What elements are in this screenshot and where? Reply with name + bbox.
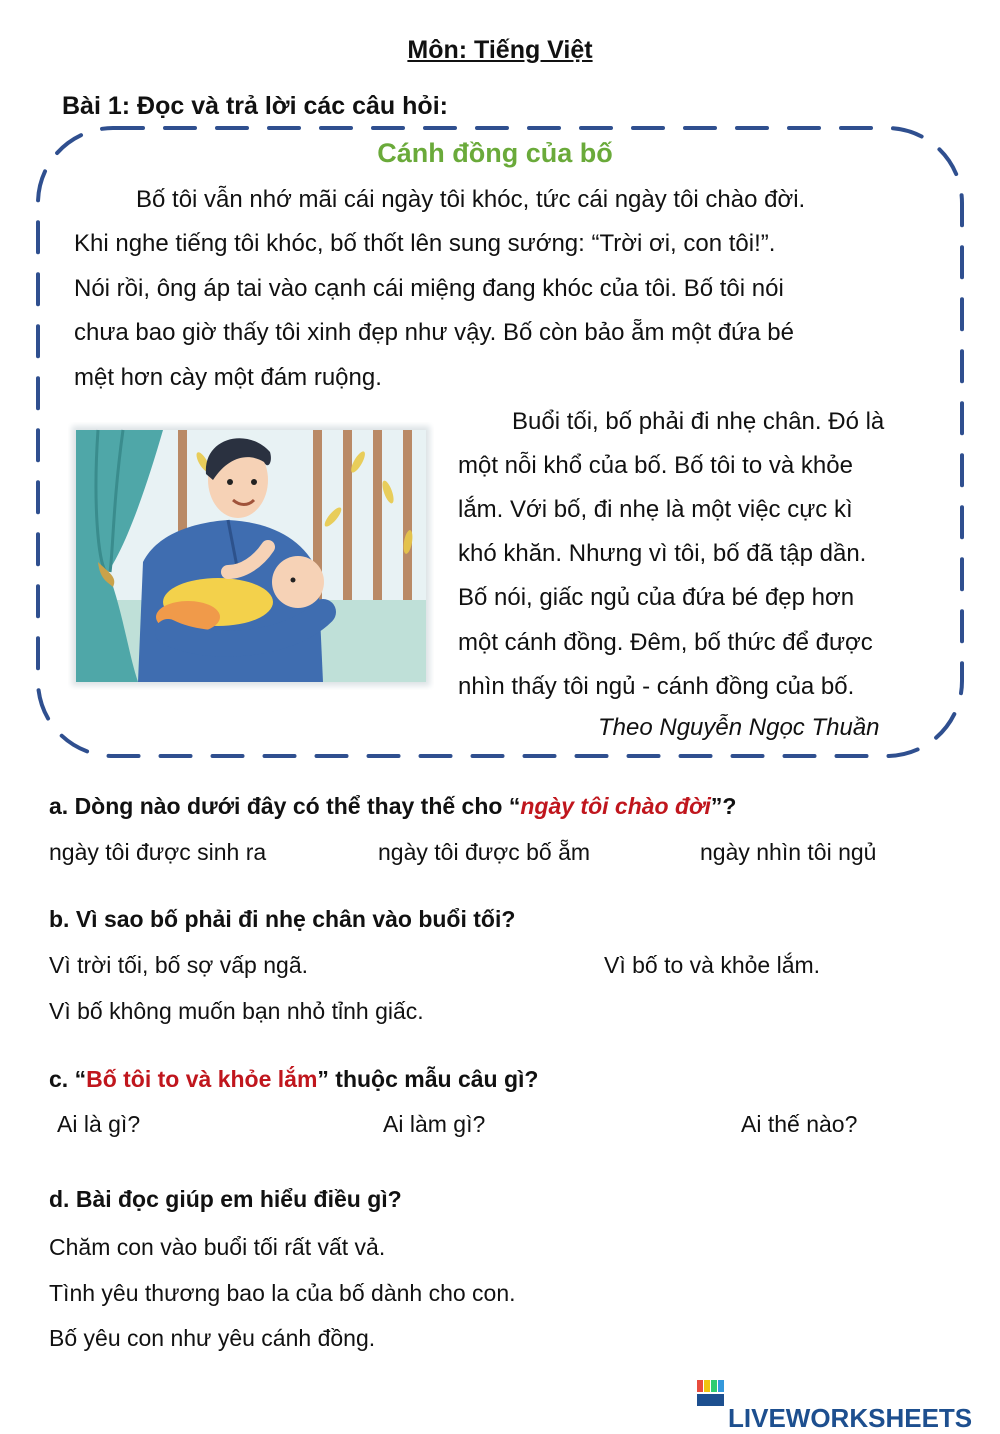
story-line: khó khăn. Nhưng vì tôi, bố đã tập dần.: [458, 540, 867, 567]
question-c: c. “Bố tôi to và khỏe lắm” thuộc mẫu câu gì?: [49, 1066, 539, 1092]
answer-option[interactable]: Vì bố không muốn bạn nhỏ tỉnh giấc.: [49, 998, 424, 1024]
answer-option[interactable]: Ai làm gì?: [383, 1111, 486, 1137]
answer-option[interactable]: Vì trời tối, bố sợ vấp ngã.: [49, 952, 309, 978]
question-c-highlight: Bố tôi to và khỏe lắm: [86, 1066, 318, 1092]
story-line: Bố nói, giấc ngủ của đứa bé đẹp hơn: [458, 584, 855, 611]
story-title: Cánh đồng của bố: [377, 138, 613, 168]
story-line: một nỗi khổ của bố. Bố tôi to và khỏe: [458, 452, 853, 479]
story-line: Khi nghe tiếng tôi khóc, bố thốt lên sung sướng: “Trời ơi, con tôi!”.: [74, 230, 776, 257]
story-line: Buổi tối, bố phải đi nhẹ chân. Đó là: [512, 408, 885, 435]
answer-option[interactable]: Ai là gì?: [57, 1111, 141, 1137]
story-line: một cánh đồng. Đêm, bố thức để được: [458, 629, 873, 656]
question-d: d. Bài đọc giúp em hiểu điều gì?: [49, 1186, 402, 1212]
answer-option[interactable]: Tình yêu thương bao la của bố dành cho con.: [49, 1280, 516, 1306]
story-line: Bố tôi vẫn nhớ mãi cái ngày tôi khóc, tức cái ngày tôi chào đời.: [136, 186, 806, 213]
answer-option[interactable]: Chăm con vào buổi tối rất vất vả.: [49, 1234, 386, 1260]
subject-title: Môn: Tiếng Việt: [407, 36, 593, 64]
story-line: mệt hơn cày một đám ruộng.: [74, 364, 382, 391]
liveworksheets-logo-icon: [697, 1380, 725, 1406]
liveworksheets-brand[interactable]: LIVEWORKSHEETS: [728, 1403, 973, 1433]
father-holding-baby-illustration: [68, 422, 434, 690]
story-author: Theo Nguyễn Ngọc Thuần: [598, 714, 880, 741]
answer-option[interactable]: Bố yêu con như yêu cánh đồng.: [49, 1325, 376, 1351]
question-a-highlight: ngày tôi chào đời: [520, 793, 711, 819]
story-line: Nói rồi, ông áp tai vào cạnh cái miệng đang khóc của tôi. Bố tôi nói: [74, 275, 784, 302]
answer-option[interactable]: Vì bố to và khỏe lắm.: [604, 952, 821, 978]
answer-option[interactable]: ngày tôi được sinh ra: [49, 839, 267, 865]
story-line: nhìn thấy tôi ngủ - cánh đồng của bố.: [458, 673, 855, 700]
story-line: lắm. Với bố, đi nhẹ là một việc cực kì: [458, 496, 853, 523]
answer-option[interactable]: ngày tôi được bố ẵm: [378, 839, 591, 865]
answer-option[interactable]: ngày nhìn tôi ngủ: [700, 839, 877, 865]
question-a: a. Dòng nào dưới đây có thể thay thế cho “ngày tôi chào đời”?: [49, 793, 737, 819]
story-line: chưa bao giờ thấy tôi xinh đẹp như vậy. Bố còn bảo ẵm một đứa bé: [74, 319, 794, 346]
question-b: b. Vì sao bố phải đi nhẹ chân vào buổi tối?: [49, 906, 516, 932]
answer-option[interactable]: Ai thế nào?: [741, 1111, 858, 1137]
exercise-heading: Bài 1: Đọc và trả lời các câu hỏi:: [62, 92, 448, 120]
